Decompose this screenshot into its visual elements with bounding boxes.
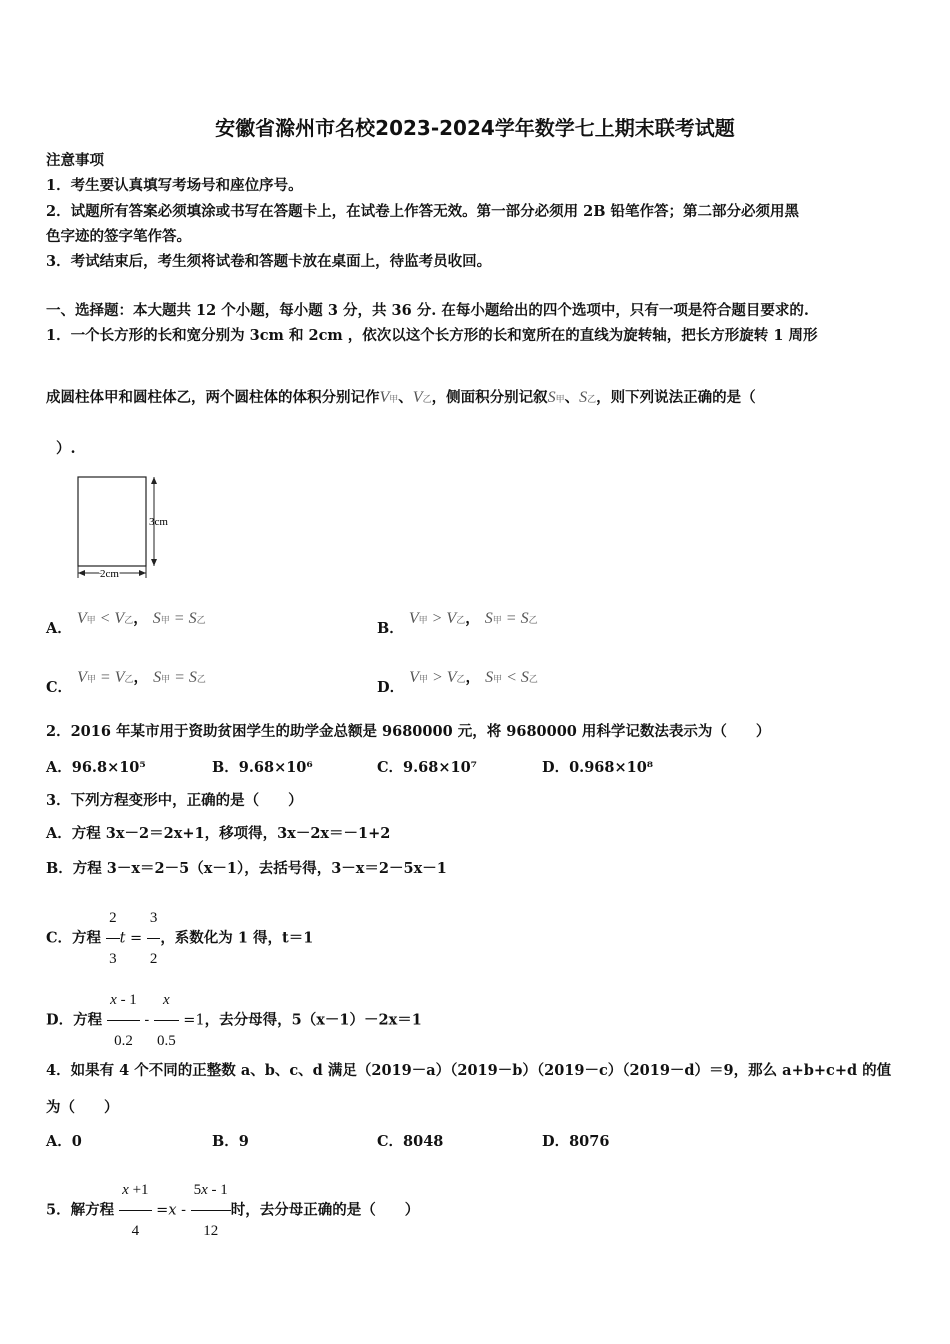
width-label: 2cm bbox=[100, 568, 119, 580]
q5-stem: 5．解方程 $\frac{x +1}{4}$ =x - $\frac{5x - 1}{12}$ 时，去分母正确的是（ ） bbox=[46, 1170, 419, 1210]
q3-option-d[interactable]: D．方程 $\frac{x - 1}{0.2}$ - $\frac{x}{0.5}$ =1，去分母得，5（x－1）－2x＝1 bbox=[46, 980, 422, 1020]
height-label: 3cm bbox=[149, 516, 168, 528]
q1-stem-line1: 1．一个长方形的长和宽分别为 3cm 和 2cm ，依次以这个长方形的长和宽所在的直线为旋转轴，把长方形旋转 1 周形 bbox=[46, 327, 818, 344]
q1-option-b[interactable]: B． V甲 > V乙， S甲 = S乙 bbox=[377, 610, 538, 637]
q4-option-d[interactable]: D．8076 bbox=[542, 1133, 610, 1150]
q4-stem-line2: 为（ ） bbox=[46, 1099, 119, 1116]
q1-stem-line3: ）. bbox=[56, 440, 76, 457]
page-title: 安徽省滁州市名校2023-2024学年数学七上期末联考试题 bbox=[215, 116, 735, 140]
q1-stem-line2: 成圆柱体甲和圆柱体乙，两个圆柱体的体积分别记作V甲、V乙，侧面积分别记叙S甲、S乙，则下列说法正确的是（ bbox=[46, 389, 756, 406]
q1-option-c[interactable]: C． V甲 = V乙， S甲 = S乙 bbox=[46, 669, 206, 696]
rectangle-shape bbox=[78, 477, 146, 566]
q1-option-d[interactable]: D． V甲 > V乙， S甲 < S乙 bbox=[377, 669, 538, 696]
notice-item: 3．考试结束后，考生须将试卷和答题卡放在桌面上，待监考员收回。 bbox=[46, 253, 492, 270]
q4-option-b[interactable]: B．9 bbox=[212, 1133, 249, 1150]
q3-stem: 3．下列方程变形中，正确的是（ ） bbox=[46, 792, 303, 809]
q4-option-c[interactable]: C．8048 bbox=[377, 1133, 444, 1150]
q3-option-a[interactable]: A．方程 3x－2＝2x+1，移项得，3x－2x＝－1+2 bbox=[46, 825, 391, 842]
q2-option-c[interactable]: C．9.68×10⁷ bbox=[377, 759, 478, 776]
q2-stem: 2．2016 年某市用于资助贫困学生的助学金总额是 9680000 元，将 9680000 用科学记数法表示为（ ） bbox=[46, 723, 771, 740]
notice-item: 色字迹的签字笔作答。 bbox=[46, 228, 191, 245]
q1-option-a[interactable]: A． V甲 < V乙， S甲 = S乙 bbox=[46, 610, 206, 637]
rectangle-figure bbox=[70, 470, 190, 585]
notice-item: 2．试题所有答案必须填涂或书写在答题卡上，在试卷上作答无效。第一部分必须用 2B 铅笔作答；第二部分必须用黑 bbox=[46, 203, 800, 220]
q2-option-b[interactable]: B．9.68×10⁶ bbox=[212, 759, 313, 776]
q3-option-c[interactable]: C．方程 $\frac{2}{3}$ t = $\frac{3}{2}$ ，系数化为 1 得，t＝1 bbox=[46, 898, 313, 938]
notice-item: 1．考生要认真填写考场号和座位序号。 bbox=[46, 177, 303, 194]
q4-option-a[interactable]: A．0 bbox=[46, 1133, 82, 1150]
section-heading: 一、选择题：本大题共 12 个小题，每小题 3 分，共 36 分. 在每小题给出的四个选项中，只有一项是符合题目要求的. bbox=[46, 302, 809, 319]
q2-option-a[interactable]: A．96.8×10⁵ bbox=[46, 759, 146, 776]
notice-heading: 注意事项 bbox=[46, 152, 104, 169]
q3-option-b[interactable]: B．方程 3－x＝2－5（x－1），去括号得，3－x＝2－5x－1 bbox=[46, 860, 447, 877]
q4-stem-line1: 4．如果有 4 个不同的正整数 a、b、c、d 满足（2019－a）（2019－b）（2019－c）（2019－d）＝9，那么 a+b+c+d 的值 bbox=[46, 1062, 892, 1079]
q2-option-d[interactable]: D．0.968×10⁸ bbox=[542, 759, 654, 776]
